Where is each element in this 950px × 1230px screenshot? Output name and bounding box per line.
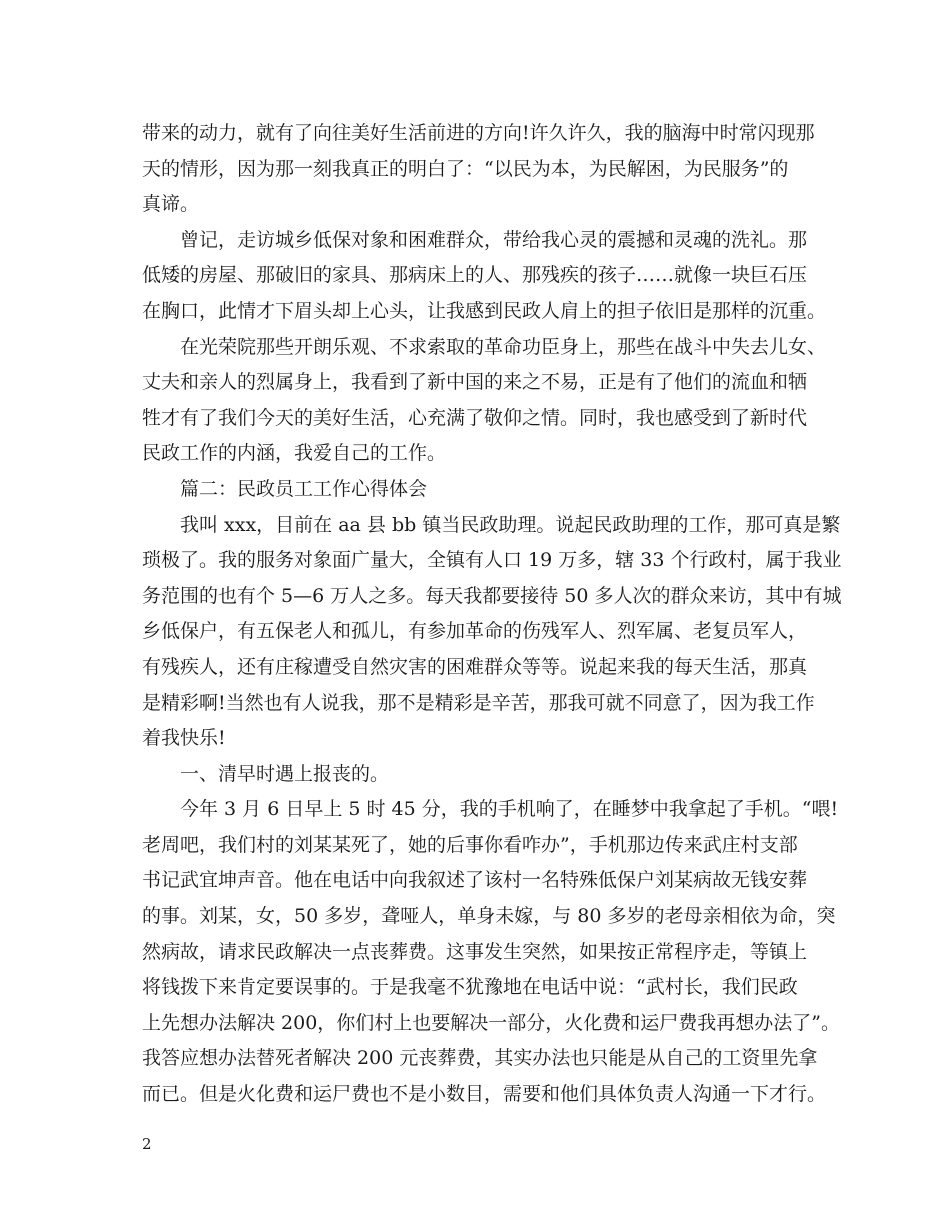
text-line: 一、清早时遇上报丧的。 [180, 762, 390, 785]
text-line: 牲才有了我们今天的美好生活，心充满了敬仰之情。同时，我也感受到了新时代 [142, 406, 808, 429]
text-line: 的事。刘某，女，50 多岁，聋哑人，单身未嫁，与 80 多岁的老母亲相依为命，突 [142, 905, 836, 928]
text-line: 篇二：民政员工工作心得体会 [180, 477, 428, 500]
text-line: 琐极了。我的服务对象面广量大，全镇有人口 19 万多，辖 33 个行政村，属于我业 [142, 549, 842, 572]
text-line: 低矮的房屋、那破旧的家具、那病床上的人、那残疾的孩子……就像一块巨石压 [142, 264, 808, 287]
text-line: 在光荣院那些开朗乐观、不求索取的革命功臣身上，那些在战斗中失去儿女、 [180, 335, 827, 358]
text-line: 是精彩啊!当然也有人说我，那不是精彩是辛苦，那我可就不同意了，因为我工作 [142, 691, 815, 714]
text-line: 乡低保户，有五保老人和孤儿，有参加革命的伤残军人、烈军属、老复员军人， [142, 620, 808, 643]
text-line: 民政工作的内涵，我爱自己的工作。 [142, 442, 447, 465]
text-line: 在胸口，此情才下眉头却上心头，让我感到民政人肩上的担子依旧是那样的沉重。 [142, 299, 827, 322]
text-line: 带来的动力，就有了向往美好生活前进的方向!许久许久，我的脑海中时常闪现那 [142, 122, 815, 144]
text-line: 将钱拨下来肯定要误事的。于是我毫不犹豫地在电话中说：“武村长，我们民政 [142, 976, 798, 999]
text-line: 务范围的也有个 5—6 万人之多。每天我都要接待 50 多人次的群众来访，其中有城 [142, 584, 842, 607]
text-line: 书记武宜坤声音。他在电话中向我叙述了该村一名特殊低保户刘某病故无钱安葬 [142, 869, 808, 892]
text-line: 天的情形，因为那一刻我真正的明白了：“以民为本，为民解困，为民服务”的 [142, 157, 789, 180]
text-line: 着我快乐! [142, 727, 226, 750]
text-line: 今年 3 月 6 日早上 5 时 45 分，我的手机响了，在睡梦中我拿起了手机。“喂! [180, 798, 839, 821]
text-line: 有残疾人，还有庄稼遭受自然灾害的困难群众等等。说起来我的每天生活，那真 [142, 655, 808, 678]
text-line: 然病故，请求民政解决一点丧葬费。这事发生突然，如果按正常程序走，等镇上 [142, 940, 808, 963]
text-line: 我答应想办法替死者解决 200 元丧葬费，其实办法也只能是从自己的工资里先拿 [142, 1047, 818, 1070]
page-number: 2 [142, 1135, 152, 1153]
text-line: 老周吧，我们村的刘某某死了，她的后事你看咋办”，手机那边传来武庄村支部 [142, 833, 798, 856]
body-text [142, 116, 842, 1113]
text-line: 我叫 xxx，目前在 aa 县 bb 镇当民政助理。说起民政助理的工作，那可真是繁 [180, 513, 841, 536]
text-line: 上先想办法解决 200，你们村上也要解决一部分，火化费和运尸费我再想办法了”。 [142, 1011, 841, 1034]
text-line: 而已。但是火化费和运尸费也不是小数目，需要和他们具体负责人沟通一下才行。 [142, 1083, 827, 1106]
text-line: 丈夫和亲人的烈属身上，我看到了新中国的来之不易，正是有了他们的流血和牺 [142, 371, 808, 394]
text-line: 曾记，走访城乡低保对象和困难群众，带给我心灵的震撼和灵魂的洗礼。那 [180, 228, 808, 251]
text-line: 真谛。 [142, 193, 200, 216]
